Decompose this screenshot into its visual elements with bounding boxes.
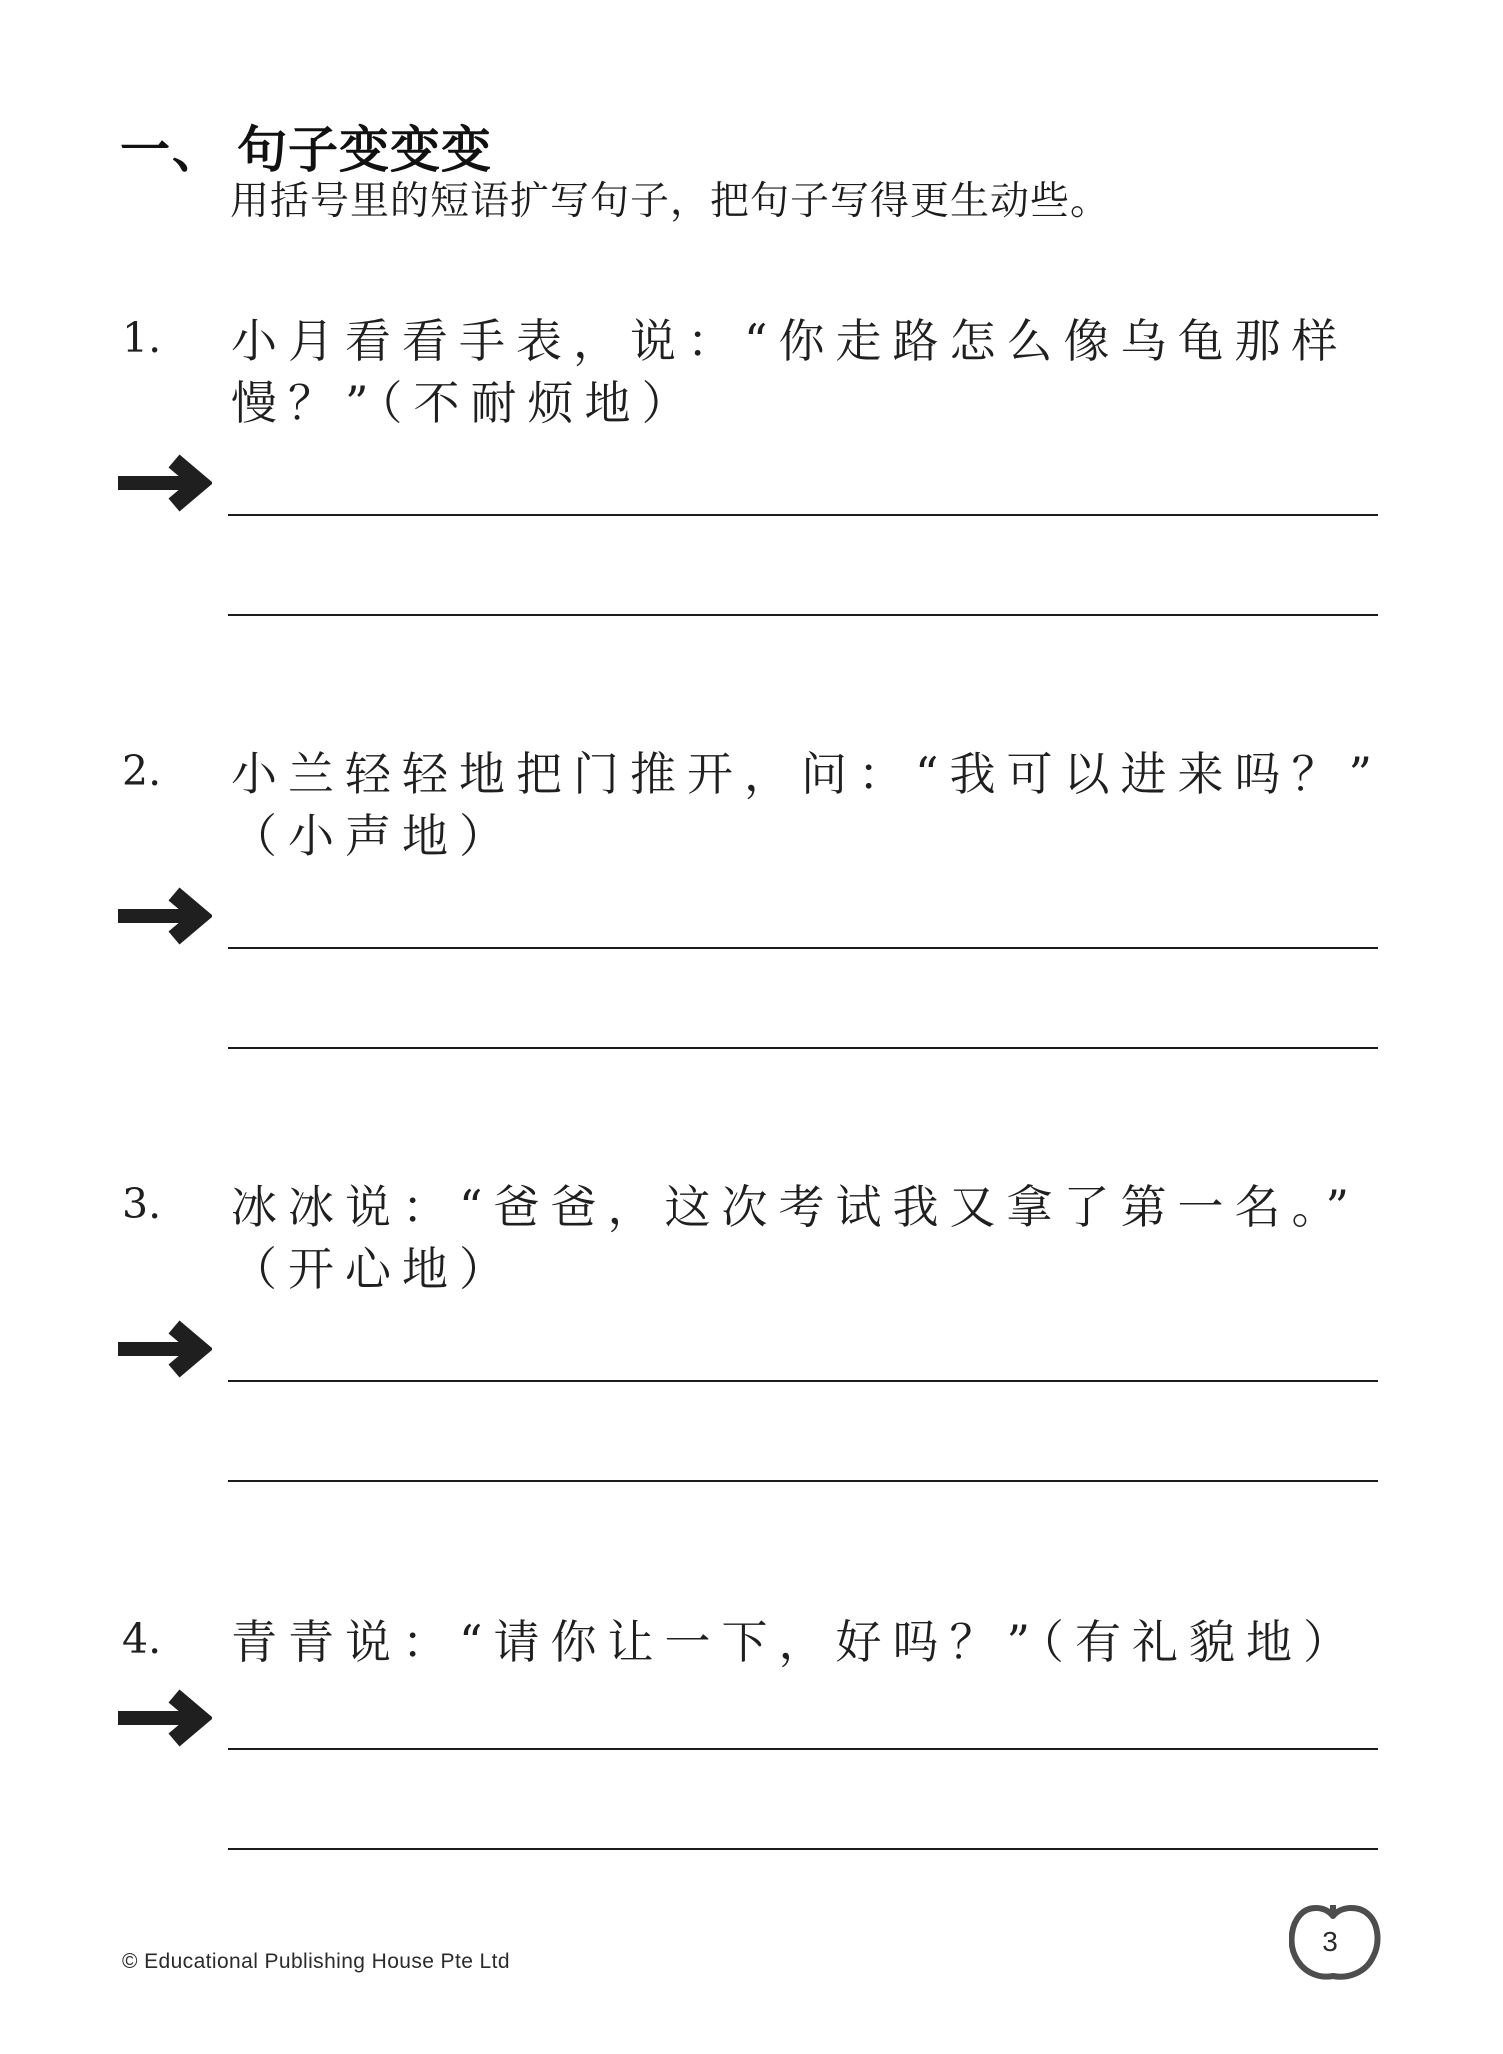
answer-blank-line — [228, 1047, 1378, 1049]
answer-blank-line — [228, 1748, 1378, 1750]
question-text-line1: 青青说：“请你让一下，好吗？”（有礼貌地） — [231, 1615, 1361, 1669]
question-text-line2: （开心地） — [231, 1242, 516, 1296]
right-arrow-icon — [112, 886, 212, 946]
copyright-text: © Educational Publishing House Pte Ltd — [122, 1950, 510, 1973]
question-text — [231, 310, 1421, 434]
question-number: 1. — [122, 314, 162, 362]
right-arrow-icon — [112, 453, 212, 513]
answer-blank-line — [228, 514, 1378, 516]
question-text — [231, 1176, 1421, 1300]
question-number: 2. — [122, 747, 162, 795]
question-text-line1: 冰冰说：“爸爸，这次考试我又拿了第一名。” — [231, 1180, 1361, 1234]
right-arrow-icon — [112, 1688, 212, 1748]
question-text — [231, 1611, 1421, 1673]
section-number: 一、 — [120, 122, 224, 178]
question-number: 4. — [122, 1615, 162, 1663]
answer-blank-line — [228, 1380, 1378, 1382]
question-text-line2: （小声地） — [231, 809, 516, 863]
page-number: 3 — [1322, 1926, 1338, 1957]
page-number-badge — [1289, 1902, 1385, 1984]
question-text-line1: 小兰轻轻地把门推开，问：“我可以进来吗？” — [231, 747, 1384, 801]
page-title: 句子变变变 — [237, 122, 492, 178]
answer-blank-line — [228, 947, 1378, 949]
question-text-line1: 小月看看手表，说：“你走路怎么像乌龟那样 — [231, 314, 1349, 368]
answer-blank-line — [228, 1480, 1378, 1482]
question-text — [231, 743, 1421, 867]
question-text-line2: 慢？”（不耐烦地） — [231, 376, 699, 430]
instructions-text: 用括号里的短语扩写句子，把句子写得更生动些。 — [230, 180, 1111, 223]
question-number: 3. — [122, 1180, 162, 1228]
answer-blank-line — [228, 614, 1378, 616]
answer-blank-line — [228, 1848, 1378, 1850]
right-arrow-icon — [112, 1319, 212, 1379]
